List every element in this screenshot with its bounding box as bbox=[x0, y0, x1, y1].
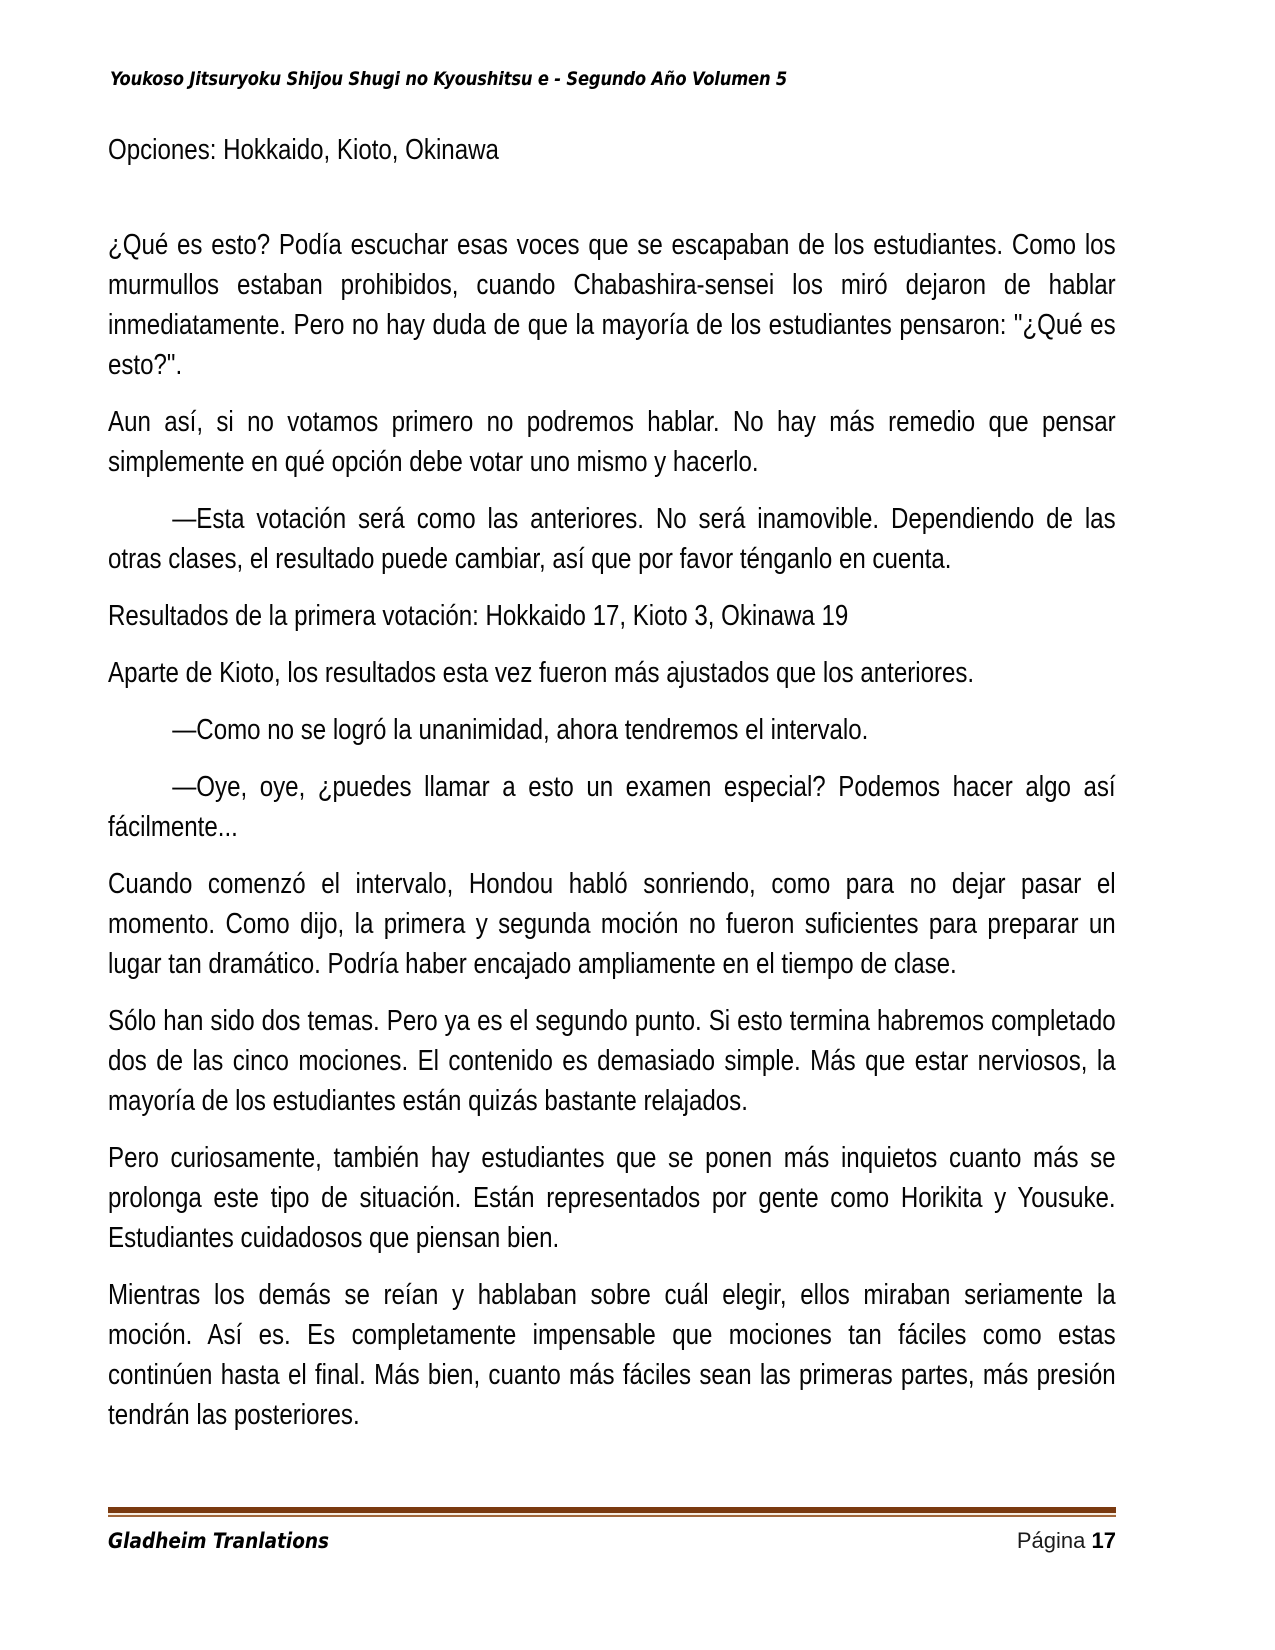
paragraph-8: Cuando comenzó el intervalo, Hondou habló sonriendo, como para no dejar pasar el momento. Como dijo, la primera y segunda moción no fueron suficientes para preparar un lugar tan dramático. Podría haber encajado ampliamente en el tiempo de clase. bbox=[108, 868, 1116, 980]
header-title: Youkoso Jitsuryoku Shijou Shugi no Kyoushitsu e - Segundo Año Volumen 5 bbox=[110, 68, 788, 90]
paragraph-11: Mientras los demás se reían y hablaban sobre cuál elegir, ellos miraban seriamente la moción. Así es. Es completamente impensable que mociones tan fáciles como estas continúen hasta el final. Más bien, cuanto más fáciles sean las primeras partes, más presión tendrán las posteriores. bbox=[108, 1279, 1116, 1431]
page-footer bbox=[108, 1507, 1116, 1554]
footer-brand: Gladheim Tranlations bbox=[108, 1529, 330, 1553]
options-line: Opciones: Hokkaido, Kioto, Okinawa bbox=[108, 134, 499, 166]
paragraph-5: Aparte de Kioto, los resultados esta vez fueron más ajustados que los anteriores. bbox=[108, 657, 975, 689]
paragraph-1: ¿Qué es esto? Podía escuchar esas voces que se escapaban de los estudiantes. Como los murmullos estaban prohibidos, cuando Chabashira-sensei los miró dejaron de hablar inmediatamente. Pero no hay duda de que la mayoría de los estudiantes pensaron: "¿Qué es esto?". bbox=[108, 229, 1116, 381]
document-body bbox=[108, 130, 1116, 1452]
page-header bbox=[110, 68, 1120, 90]
paragraph-4-vote-results: Resultados de la primera votación: Hokkaido 17, Kioto 3, Okinawa 19 bbox=[108, 600, 849, 632]
page-number-value: 17 bbox=[1091, 1528, 1116, 1553]
paragraph-7-dialogue: —Oye, oye, ¿puedes llamar a esto un examen especial? Podemos hacer algo así fácilmente... bbox=[108, 771, 1116, 843]
page-label-text: Página bbox=[1016, 1528, 1086, 1553]
paragraph-10: Pero curiosamente, también hay estudiantes que se ponen más inquietos cuanto más se prolonga este tipo de situación. Están representados por gente como Horikita y Yousuke. Estudiantes cuidadosos que piensan bien. bbox=[108, 1142, 1116, 1254]
paragraph-6-dialogue: —Como no se logró la unanimidad, ahora tendremos el intervalo. bbox=[172, 714, 869, 746]
paragraph-2: Aun así, si no votamos primero no podremos hablar. No hay más remedio que pensar simplemente en qué opción debe votar uno mismo y hacerlo. bbox=[108, 406, 1116, 478]
footer-row bbox=[108, 1528, 1116, 1554]
footer-divider bbox=[108, 1507, 1116, 1518]
footer-divider-thin-bar bbox=[108, 1515, 1116, 1517]
page-number-label bbox=[1017, 1528, 1116, 1554]
paragraph-9: Sólo han sido dos temas. Pero ya es el segundo punto. Si esto termina habremos completado dos de las cinco mociones. El contenido es demasiado simple. Más que estar nerviosos, la mayoría de los estudiantes están quizás bastante relajados. bbox=[108, 1005, 1116, 1117]
paragraph-3-dialogue: —Esta votación será como las anteriores. No será inamovible. Dependiendo de las otras clases, el resultado puede cambiar, así que por favor ténganlo en cuenta. bbox=[108, 503, 1116, 575]
